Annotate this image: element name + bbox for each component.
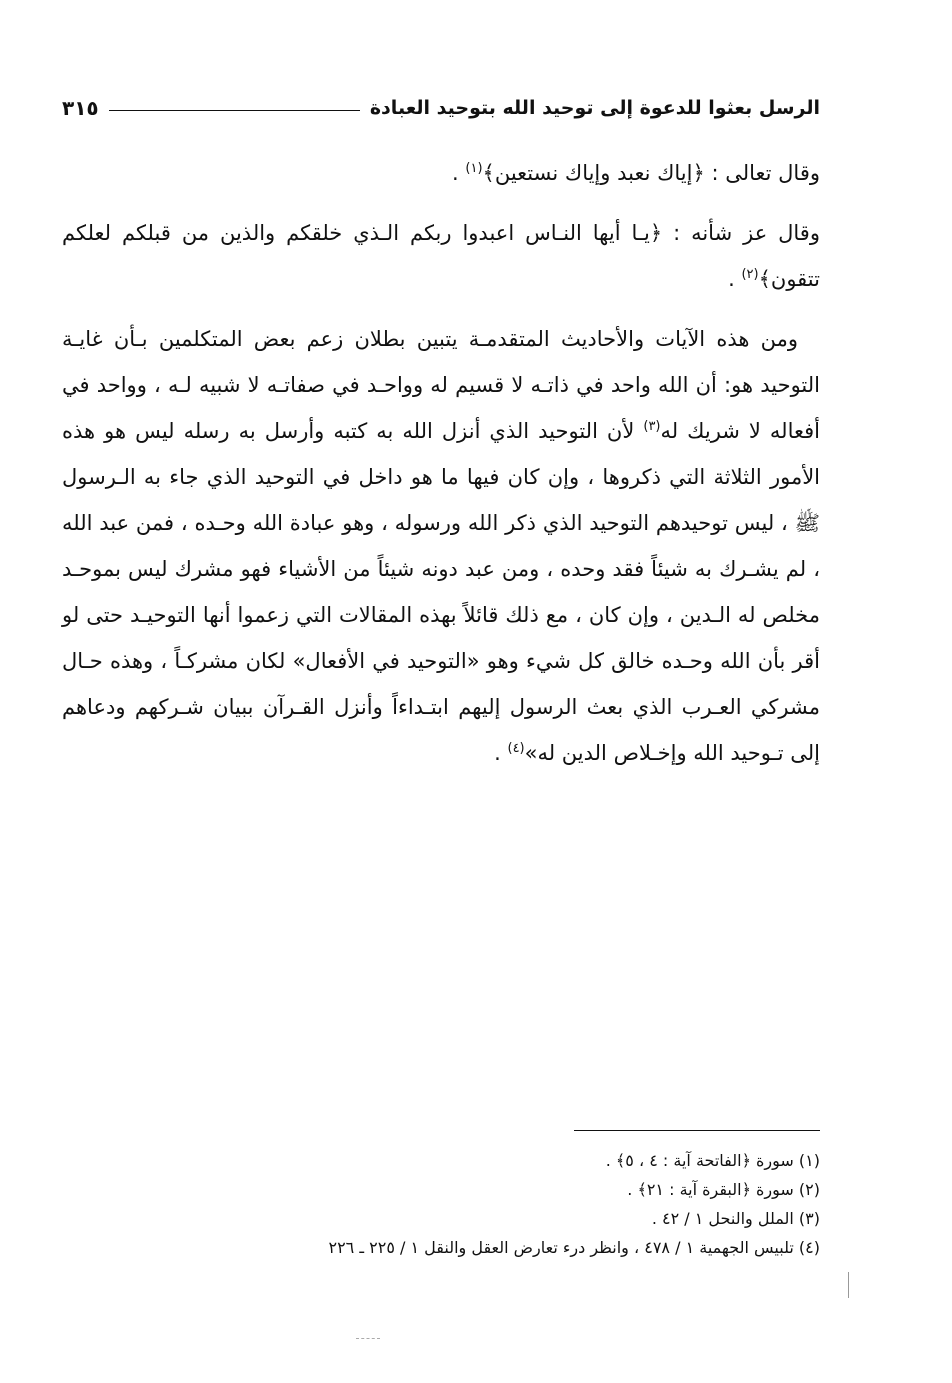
paragraph-1 bbox=[62, 150, 820, 196]
paragraph-3-text-b: لأن التوحيد الذي أنزل الله به كتبه وأرسل به رسله ليس هو هذه الأمور الثلاثة التي ذكروها ، وإن كان فيها ما هو داخل في التوحيد الذي جاء به الـرسول ﷺ ، ليس توحيدهم التوحيد الذي ذكر الله ورسوله ، وهو عبادة الله وحـده ، فمن عبد الله ، لم يشـرك به شيئاً فقد وحده ، ومن عبد دونه شيئاً من الأشياء فهو مشرك ليس بموحـد مخلص له الـدين ، وإن كان ، مع ذلك قائلاً بهذه المقالات التي زعموا أنها التوحيـد حتى لو أقر بأن الله وحـده خالق كل شيء وهو «التوحيد في الأفعال» لكان مشركـاً ، وهذه حـال مشركي العـرب الذي بعث الرسول إليهم ابتـداءاً وأنزل القـرآن ببيان شـركهم ودعاهم إلى تـوحيد الله وإخـلاص الدين له» bbox=[62, 419, 820, 765]
footnote-1: (١) سورة ﴿الفاتحة آية : ٤ ، ٥﴾ . bbox=[605, 1151, 820, 1170]
footnotes bbox=[62, 1146, 820, 1262]
footnote-4: (٤) تلبيس الجهمية ١ / ٤٧٨ ، وانظر درء تعارض العقل والنقل ١ / ٢٢٥ ـ ٢٢٦ bbox=[328, 1238, 820, 1257]
paragraph-3-text-a: ومن هذه الآيات والأحاديث المتقدمـة يتبين بطلان زعم بعض المتكلمين بـأن غايـة التوحيد هو: أن الله واحد في ذاتـه لا قسيم له وواحـد في صفاتـه لا شبيه لـه ، وواحد في أفعاله لا شريك له bbox=[62, 327, 820, 443]
running-title: الرسل بعثوا للدعوة إلى توحيد الله بتوحيد العبادة bbox=[369, 97, 820, 119]
footnote-ref-4: (٤) bbox=[507, 741, 525, 756]
footnote-3: (٣) الملل والنحل ١ / ٤٢ . bbox=[651, 1209, 820, 1228]
scan-mark bbox=[848, 1272, 849, 1298]
paragraph-2-text: وقال عز شأنه : ﴿يـا أيها النـاس اعبدوا ربكم الـذي خلقكم والذين من قبلكم لعلكم تتقون﴾ bbox=[62, 221, 820, 291]
paragraph-1-end: . bbox=[452, 161, 466, 185]
paragraph-2-end: . bbox=[728, 267, 742, 291]
page-number: ٣١٥ bbox=[62, 96, 99, 120]
running-header bbox=[62, 96, 820, 120]
paragraph-3-end: . bbox=[494, 741, 508, 765]
main-text bbox=[62, 150, 820, 776]
footnote-ref-2: (٢) bbox=[741, 267, 759, 282]
footnote-ref-3: (٣) bbox=[643, 419, 661, 434]
footnote-ref-1: (١) bbox=[465, 161, 483, 176]
footnote-separator bbox=[574, 1130, 820, 1131]
footnote-2: (٢) سورة ﴿البقرة آية : ٢١﴾ . bbox=[627, 1180, 820, 1199]
paragraph-1-text: وقال تعالى : ﴿إياك نعبد وإياك نستعين﴾ bbox=[482, 161, 820, 185]
header-rule bbox=[109, 110, 360, 111]
paragraph-2 bbox=[62, 210, 820, 302]
scan-dots bbox=[356, 1338, 380, 1341]
paragraph-3 bbox=[62, 316, 820, 776]
